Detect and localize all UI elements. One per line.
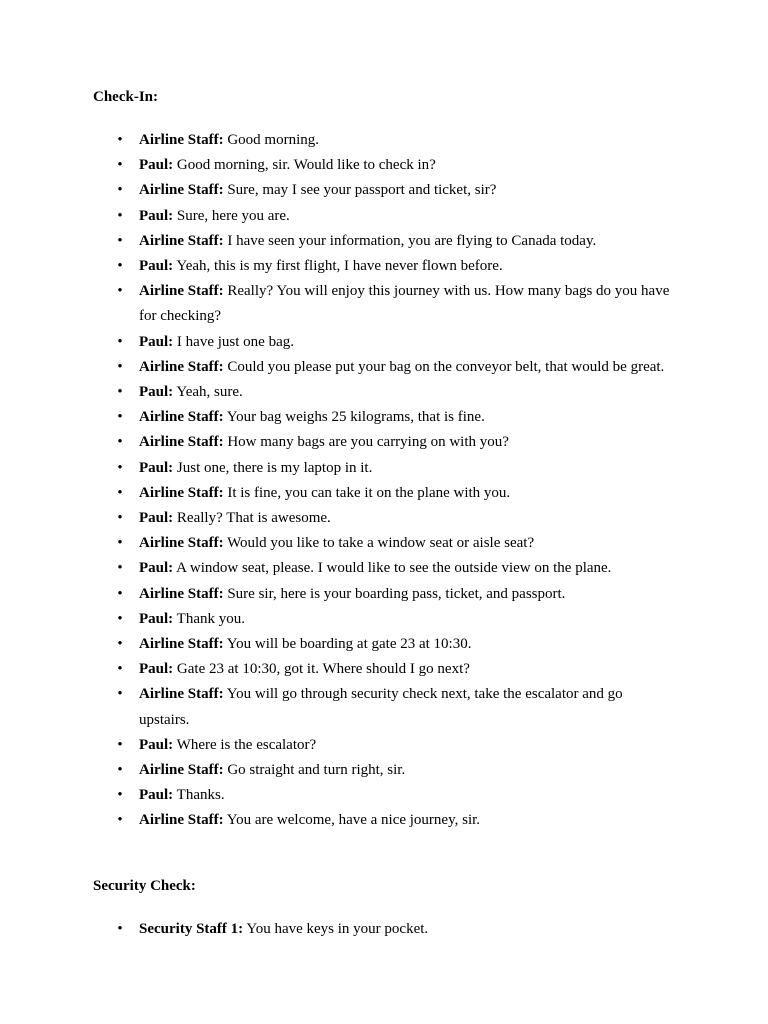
bullet-icon: • [117, 384, 123, 401]
utterance-text: Would you like to take a window seat or aisle seat? [227, 535, 535, 552]
speaker-label: Paul: [139, 661, 174, 678]
dialogue-line [93, 917, 673, 942]
utterance-text: Really? You will enjoy this journey with us. How many bags do you have for checking? [139, 283, 670, 325]
utterance-text: Sure, here you are. [176, 207, 290, 224]
utterance-text: Could you please put your bag on the conveyor belt, that would be great. [227, 358, 665, 375]
dialogue-line [93, 783, 673, 808]
dialogue-line [93, 808, 673, 833]
dialogue-line [93, 330, 673, 355]
utterance-text: Yeah, this is my first flight, I have never flown before. [176, 258, 503, 275]
bullet-icon: • [117, 762, 123, 779]
utterance-text: Your bag weighs 25 kilograms, that is fine. [226, 409, 485, 426]
bullet-icon: • [117, 921, 123, 937]
speaker-label: Paul: [139, 258, 174, 275]
bullet-icon: • [117, 333, 123, 350]
bullet-icon: • [117, 232, 123, 249]
speaker-label: Airline Staff: [139, 434, 224, 451]
dialogue-line [93, 229, 673, 254]
dialogue-line [93, 758, 673, 783]
speaker-label: Airline Staff: [139, 182, 224, 199]
bullet-icon: • [117, 812, 123, 829]
speaker-label: Paul: [139, 787, 174, 804]
bullet-icon: • [117, 787, 123, 804]
speaker-label: Paul: [139, 510, 174, 527]
speaker-label: Paul: [139, 384, 174, 401]
speaker-label: Airline Staff: [139, 409, 224, 426]
dialogue-list-security-check [93, 917, 673, 942]
dialogue-line [93, 556, 673, 581]
bullet-icon: • [117, 585, 123, 602]
dialogue-line [93, 657, 673, 682]
bullet-icon: • [117, 409, 123, 426]
utterance-text: Just one, there is my laptop in it. [176, 459, 373, 476]
dialogue-line [93, 607, 673, 632]
utterance-text: Gate 23 at 10:30, got it. Where should I go next? [176, 661, 470, 678]
dialogue-line [93, 733, 673, 758]
dialogue-line [93, 682, 673, 732]
dialogue-line [93, 380, 673, 405]
speaker-label: Airline Staff: [139, 812, 224, 829]
dialogue-line [93, 430, 673, 455]
dialogue-line [93, 204, 673, 229]
bullet-icon: • [117, 686, 123, 703]
utterance-text: Go straight and turn right, sir. [227, 762, 406, 779]
utterance-text: Good morning. [227, 132, 319, 148]
utterance-text: Yeah, sure. [176, 384, 243, 401]
speaker-label: Security Staff 1: [139, 921, 244, 937]
utterance-text: How many bags are you carrying on with you? [227, 434, 509, 451]
dialogue-line [93, 456, 673, 481]
utterance-text: A window seat, please. I would like to see the outside view on the plane. [176, 560, 612, 577]
utterance-text: You are welcome, have a nice journey, sir. [226, 812, 481, 829]
dialogue-line [93, 254, 673, 279]
bullet-icon: • [117, 157, 123, 174]
bullet-icon: • [117, 132, 123, 148]
dialogue-line [93, 178, 673, 203]
utterance-text: It is fine, you can take it on the plane with you. [227, 484, 511, 501]
bullet-icon: • [117, 283, 123, 300]
utterance-text: You will be boarding at gate 23 at 10:30. [226, 636, 472, 653]
speaker-label: Paul: [139, 207, 174, 224]
speaker-label: Paul: [139, 610, 174, 627]
speaker-label: Airline Staff: [139, 132, 224, 148]
bullet-icon: • [117, 560, 123, 577]
utterance-text: Good morning, sir. Would like to check in? [176, 157, 436, 174]
bullet-icon: • [117, 207, 123, 224]
speaker-label: Paul: [139, 333, 174, 350]
utterance-text: Where is the escalator? [176, 736, 317, 753]
utterance-text: Sure sir, here is your boarding pass, ticket, and passport. [227, 585, 566, 602]
dialogue-line [93, 531, 673, 556]
dialogue-line [93, 153, 673, 178]
utterance-text: You have keys in your pocket. [246, 921, 429, 937]
utterance-text: Thanks. [176, 787, 225, 804]
speaker-label: Airline Staff: [139, 358, 224, 375]
speaker-label: Airline Staff: [139, 535, 224, 552]
speaker-label: Paul: [139, 736, 174, 753]
dialogue-line [93, 632, 673, 657]
utterance-text: Sure, may I see your passport and ticket, sir? [227, 182, 497, 199]
bullet-icon: • [117, 358, 123, 375]
section-heading-security-check: Security Check: [93, 878, 196, 894]
dialogue-list-check-in [93, 128, 673, 834]
dialogue-line [93, 355, 673, 380]
bullet-icon: • [117, 610, 123, 627]
speaker-label: Airline Staff: [139, 762, 224, 779]
bullet-icon: • [117, 182, 123, 199]
bullet-icon: • [117, 258, 123, 275]
utterance-text: I have seen your information, you are flying to Canada today. [227, 232, 597, 249]
utterance-text: I have just one bag. [176, 333, 294, 350]
dialogue-line [93, 481, 673, 506]
bullet-icon: • [117, 510, 123, 527]
bullet-icon: • [117, 459, 123, 476]
speaker-label: Paul: [139, 157, 174, 174]
speaker-label: Airline Staff: [139, 585, 224, 602]
utterance-text: You will go through security check next, take the escalator and go upstairs. [139, 686, 623, 728]
speaker-label: Paul: [139, 459, 174, 476]
dialogue-line [93, 405, 673, 430]
dialogue-line [93, 128, 673, 153]
bullet-icon: • [117, 661, 123, 678]
dialogue-line [93, 506, 673, 531]
speaker-label: Airline Staff: [139, 232, 224, 249]
speaker-label: Paul: [139, 560, 174, 577]
dialogue-line [93, 279, 673, 329]
utterance-text: Really? That is awesome. [176, 510, 331, 527]
utterance-text: Thank you. [176, 610, 245, 627]
speaker-label: Airline Staff: [139, 686, 224, 703]
section-heading-check-in: Check-In: [93, 89, 159, 105]
bullet-icon: • [117, 484, 123, 501]
bullet-icon: • [117, 636, 123, 653]
dialogue-line [93, 582, 673, 607]
bullet-icon: • [117, 434, 123, 451]
speaker-label: Airline Staff: [139, 484, 224, 501]
bullet-icon: • [117, 736, 123, 753]
speaker-label: Airline Staff: [139, 636, 224, 653]
bullet-icon: • [117, 535, 123, 552]
speaker-label: Airline Staff: [139, 283, 224, 300]
